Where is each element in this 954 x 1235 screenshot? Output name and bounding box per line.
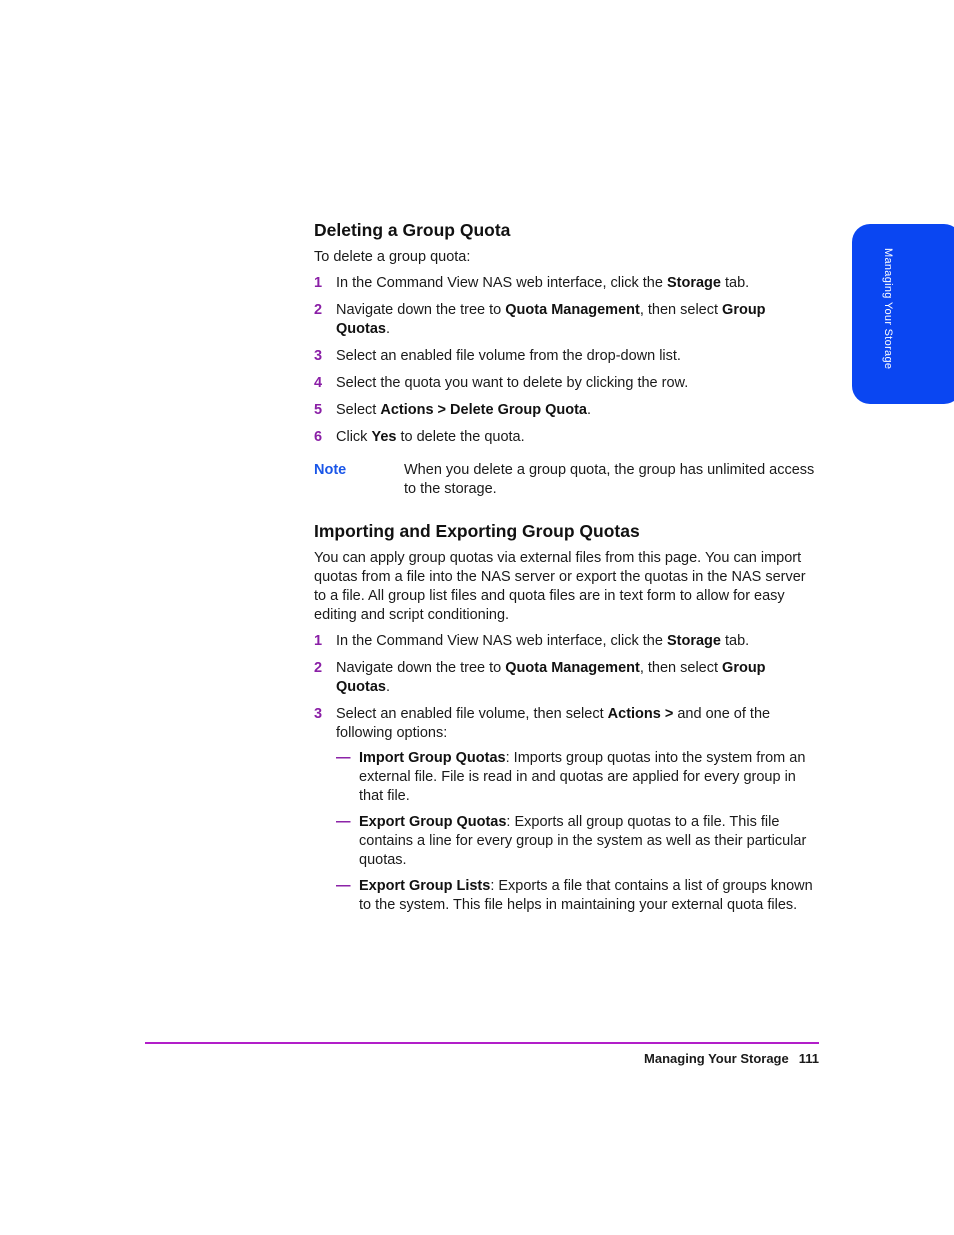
step-number: 1 xyxy=(314,275,323,291)
step-item xyxy=(314,374,820,393)
steps-importing xyxy=(314,632,820,915)
dash-bullet: — xyxy=(336,814,351,830)
section-heading-importing: Importing and Exporting Group Quotas xyxy=(314,521,640,541)
section-heading-deleting: Deleting a Group Quota xyxy=(314,220,511,240)
step-item xyxy=(314,274,820,293)
step-text: Navigate down the tree to xyxy=(336,660,506,676)
step-item xyxy=(314,401,820,420)
page-number: 111 xyxy=(798,1051,819,1066)
chapter-tab-label: Managing Your Storage xyxy=(882,248,894,370)
step-item xyxy=(314,301,820,339)
step-text: . xyxy=(385,679,390,695)
steps-deleting xyxy=(314,274,820,447)
step-item xyxy=(314,347,820,366)
ui-term: Quota Management xyxy=(505,660,640,676)
step-text: . xyxy=(587,402,592,418)
ui-term: Group Quotas xyxy=(336,660,766,695)
ui-term: Actions > Delete Group Quota xyxy=(380,402,587,418)
step-text: tab. xyxy=(720,633,750,649)
page-content xyxy=(314,218,820,923)
note-label: Note xyxy=(314,462,347,478)
step-number: 4 xyxy=(314,375,323,391)
note-block xyxy=(314,461,820,499)
step-text: In the Command View NAS web interface, click the xyxy=(336,633,667,649)
step-text: Navigate down the tree to xyxy=(336,302,506,318)
option-list xyxy=(336,749,820,915)
step-text: In the Command View NAS web interface, click the xyxy=(336,275,667,291)
step-number: 6 xyxy=(314,429,323,445)
note-text: When you delete a group quota, the group has unlimited access to the storage. xyxy=(404,462,815,497)
option-term: Export Group Quotas xyxy=(359,814,507,830)
option-desc: : Exports a file that contains a list of groups known to the system. This file helps in maintaining your external quota files. xyxy=(359,878,813,913)
ui-term: Actions > xyxy=(607,706,674,722)
step-number: 1 xyxy=(314,633,323,649)
footer-title: Managing Your Storage xyxy=(644,1051,789,1066)
step-text: Select an enabled file volume, then select xyxy=(336,706,608,722)
footer-rule xyxy=(145,1042,819,1044)
option-desc: : Exports all group quotas to a file. This file contains a line for every group in the system as well as their particular quotas. xyxy=(359,814,807,868)
option-term: Import Group Quotas xyxy=(359,750,506,766)
option-term: Export Group Lists xyxy=(359,878,491,894)
step-item xyxy=(314,428,820,447)
step-text: , then select xyxy=(639,302,723,318)
step-number: 5 xyxy=(314,402,323,418)
section-intro-importing: You can apply group quotas via external files from this page. You can import quotas from a file into the NAS server or export the quotas in the NAS server to a file. All group list files and quota files are in text form to allow for easy editing and script conditioning. xyxy=(314,550,806,623)
ui-term: Yes xyxy=(371,429,397,445)
option-item xyxy=(336,813,820,870)
chapter-tab xyxy=(852,224,954,404)
step-text: Click xyxy=(336,429,372,445)
step-number: 3 xyxy=(314,706,323,722)
dash-bullet: — xyxy=(336,878,351,894)
step-text: Select the quota you want to delete by clicking the row. xyxy=(336,375,689,391)
step-text: Select an enabled file volume from the drop-down list. xyxy=(336,348,681,364)
option-item xyxy=(336,877,820,915)
ui-term: Storage xyxy=(666,633,721,649)
step-text: Select xyxy=(336,402,381,418)
step-item xyxy=(314,632,820,651)
step-text: tab. xyxy=(720,275,750,291)
page-footer xyxy=(500,1049,819,1068)
step-item xyxy=(314,705,820,915)
ui-term: Quota Management xyxy=(505,302,640,318)
step-number: 3 xyxy=(314,348,323,364)
step-text: , then select xyxy=(639,660,723,676)
step-text: to delete the quota. xyxy=(396,429,525,445)
ui-term: Group Quotas xyxy=(336,302,766,337)
ui-term: Storage xyxy=(666,275,721,291)
step-number: 2 xyxy=(314,660,323,676)
step-text: and one of the following options: xyxy=(336,706,771,741)
option-item xyxy=(336,749,820,806)
dash-bullet: — xyxy=(336,750,351,766)
step-text: . xyxy=(385,321,390,337)
section-intro-deleting: To delete a group quota: xyxy=(314,249,471,265)
step-number: 2 xyxy=(314,302,323,318)
option-desc: : Imports group quotas into the system from an external file. File is read in and quotas are applied for every group in that file. xyxy=(359,750,806,804)
step-item xyxy=(314,659,820,697)
